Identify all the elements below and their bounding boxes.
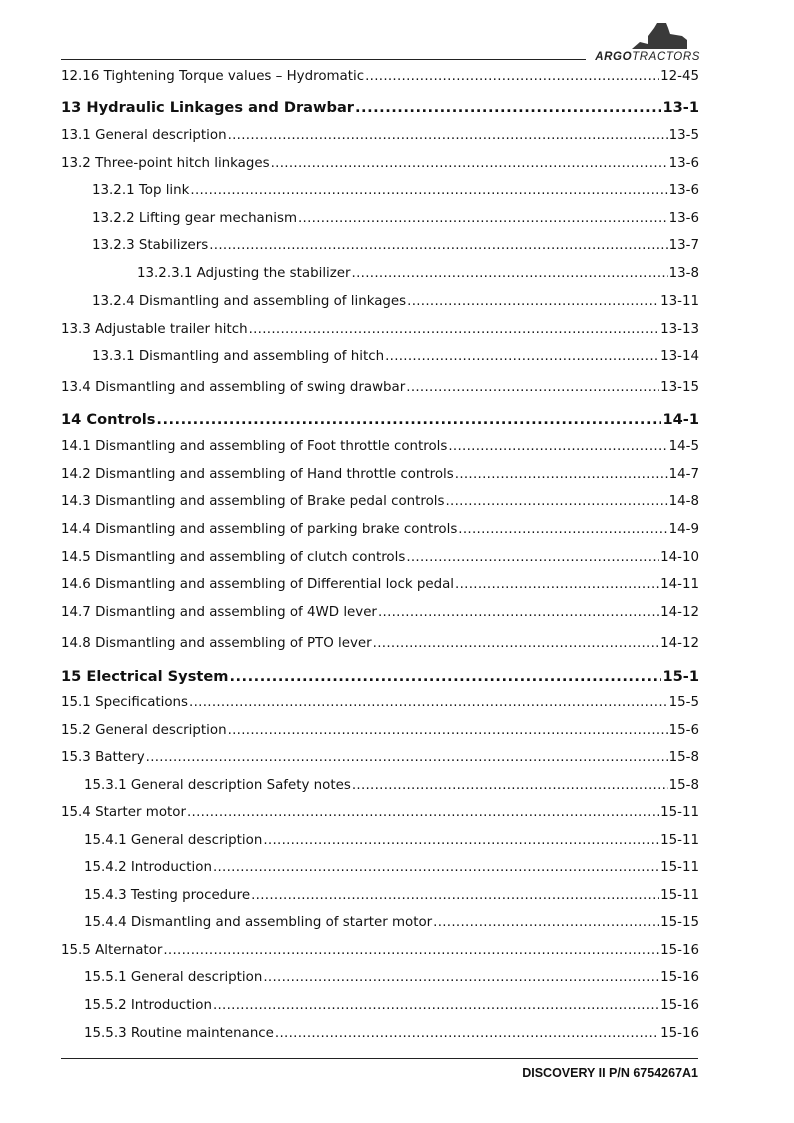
toc-entry-page: 13-1 — [662, 99, 699, 116]
toc-entry-page: 14-10 — [660, 550, 699, 565]
toc-entry-page: 15-16 — [660, 998, 699, 1013]
toc-entry-title: 14.5 Dismantling and assembling of clutch controls — [61, 550, 406, 565]
toc-entry-page: 13-5 — [668, 128, 699, 143]
toc-entry — [61, 636, 699, 651]
toc-entry-page: 15-11 — [660, 805, 699, 820]
toc-leader-dots — [406, 550, 659, 565]
toc-leader-dots — [352, 778, 668, 793]
toc-entry — [61, 833, 699, 848]
toc-entry-page: 14-5 — [668, 439, 699, 454]
toc-entry-title: 13.2.2 Lifting gear mechanism — [92, 211, 297, 226]
toc-entry-page: 14-1 — [662, 411, 699, 428]
toc-entry — [61, 128, 699, 143]
toc-entry — [61, 380, 699, 395]
toc-leader-dots — [271, 156, 668, 171]
brand-rest: TRACTORS — [632, 51, 700, 63]
toc-leader-dots — [365, 69, 659, 84]
toc-entry — [61, 888, 699, 903]
toc-entry-title: 15.4.1 General description — [84, 833, 263, 848]
toc-entry-title: 15.4 Starter motor — [61, 805, 186, 820]
toc-leader-dots — [458, 522, 667, 537]
toc-entry-page: 12-45 — [660, 69, 699, 84]
toc-entry-title: 15.4.3 Testing procedure — [84, 888, 251, 903]
toc-entry — [61, 522, 699, 537]
toc-entry — [61, 943, 699, 958]
toc-entry-page: 13-6 — [668, 211, 699, 226]
toc-entry-page: 14-9 — [668, 522, 699, 537]
toc-entry-title: 15.4.4 Dismantling and assembling of starter motor — [84, 915, 433, 930]
toc-leader-dots — [156, 411, 661, 428]
toc-leader-dots — [406, 380, 659, 395]
toc-entry — [61, 605, 699, 620]
toc-entry-title: 14 Controls — [61, 411, 156, 428]
toc-entry — [61, 69, 699, 84]
header-rule — [61, 59, 586, 60]
toc-entry — [61, 294, 699, 309]
toc-entry-title: 15.3 Battery — [61, 750, 145, 765]
toc-leader-dots — [251, 888, 659, 903]
toc-entry-title: 13.3.1 Dismantling and assembling of hitch — [92, 349, 385, 364]
toc-entry — [61, 266, 699, 281]
toc-leader-dots — [209, 238, 667, 253]
toc-entry-page: 15-16 — [660, 970, 699, 985]
toc-leader-dots — [298, 211, 668, 226]
toc-entry-page: 13-6 — [668, 156, 699, 171]
toc-entry-title: 15 Electrical System — [61, 668, 229, 685]
page-header — [61, 22, 698, 62]
toc-entry-page: 15-11 — [660, 833, 699, 848]
toc-leader-dots — [249, 322, 660, 337]
toc-entry-page: 14-12 — [660, 636, 699, 651]
toc-entry-page: 14-7 — [668, 467, 699, 482]
toc-leader-dots — [378, 605, 659, 620]
toc-entry-title: 13.2.4 Dismantling and assembling of linkages — [92, 294, 407, 309]
toc-leader-dots — [455, 467, 668, 482]
toc-entry-page: 15-6 — [668, 723, 699, 738]
toc-entry — [61, 998, 699, 1013]
toc-leader-dots — [263, 833, 659, 848]
toc-entry-title: 12.16 Tightening Torque values – Hydromatic — [61, 69, 365, 84]
toc-entry — [61, 1026, 699, 1041]
toc-leader-dots — [355, 99, 661, 116]
toc-entry-title: 15.5.2 Introduction — [84, 998, 212, 1013]
toc-leader-dots — [407, 294, 659, 309]
toc-entry — [61, 183, 699, 198]
toc-entry-title: 15.5.3 Routine maintenance — [84, 1026, 274, 1041]
toc-entry — [61, 349, 699, 364]
toc-entry — [61, 550, 699, 565]
toc-entry — [61, 805, 699, 820]
toc-entry-title: 14.8 Dismantling and assembling of PTO lever — [61, 636, 372, 651]
toc-entry-title: 14.7 Dismantling and assembling of 4WD lever — [61, 605, 377, 620]
toc-entry-title: 15.3.1 General description Safety notes — [84, 778, 351, 793]
toc-entry-page: 15-15 — [660, 915, 699, 930]
toc-entry — [61, 439, 699, 454]
toc-leader-dots — [263, 970, 659, 985]
toc-leader-dots — [146, 750, 668, 765]
toc-entry-title: 13 Hydraulic Linkages and Drawbar — [61, 99, 354, 116]
toc-leader-dots — [190, 183, 667, 198]
toc-entry-title: 13.2.3.1 Adjusting the stabilizer — [137, 266, 351, 281]
toc-entry-title: 13.2.1 Top link — [92, 183, 190, 198]
toc-leader-dots — [187, 805, 659, 820]
toc-leader-dots — [455, 577, 659, 592]
toc-leader-dots — [189, 695, 668, 710]
toc-entry-title: 14.1 Dismantling and assembling of Foot throttle controls — [61, 439, 448, 454]
toc-chapter-entry — [61, 411, 699, 428]
toc-leader-dots — [373, 636, 659, 651]
toc-entry-page: 15-16 — [660, 1026, 699, 1041]
toc-entry-title: 14.3 Dismantling and assembling of Brake pedal controls — [61, 494, 445, 509]
toc-entry — [61, 750, 699, 765]
toc-leader-dots — [352, 266, 668, 281]
toc-chapter-entry — [61, 99, 699, 116]
toc-entry-title: 15.4.2 Introduction — [84, 860, 212, 875]
toc-entry-title: 14.4 Dismantling and assembling of parking brake controls — [61, 522, 458, 537]
toc-entry — [61, 970, 699, 985]
toc-entry-title: 13.3 Adjustable trailer hitch — [61, 322, 248, 337]
toc-leader-dots — [213, 998, 659, 1013]
toc-entry — [61, 778, 699, 793]
toc-entry-title: 15.2 General description — [61, 723, 227, 738]
toc-entry-title: 14.6 Dismantling and assembling of Differential lock pedal — [61, 577, 455, 592]
toc-leader-dots — [275, 1026, 659, 1041]
toc-entry-page: 15-16 — [660, 943, 699, 958]
toc-entry — [61, 238, 699, 253]
toc-entry-page: 13-14 — [660, 349, 699, 364]
toc-entry-page: 14-8 — [668, 494, 699, 509]
toc-entry-page: 13-7 — [668, 238, 699, 253]
toc-entry-page: 15-11 — [660, 888, 699, 903]
footer-doc-id: DISCOVERY II P/N 6754267A1 — [522, 1066, 698, 1080]
toc-entry-page: 14-12 — [660, 605, 699, 620]
toc-entry — [61, 211, 699, 226]
toc-entry-page: 13-15 — [660, 380, 699, 395]
toc-entry-page: 15-5 — [668, 695, 699, 710]
toc-entry — [61, 695, 699, 710]
toc-leader-dots — [445, 494, 667, 509]
toc-entry-page: 15-11 — [660, 860, 699, 875]
toc-entry-page: 13-6 — [668, 183, 699, 198]
toc-entry-page: 15-8 — [668, 778, 699, 793]
footer-rule — [61, 1058, 698, 1059]
toc-entry — [61, 156, 699, 171]
toc-entry — [61, 577, 699, 592]
toc-entry-title: 15.1 Specifications — [61, 695, 189, 710]
toc-entry-title: 15.5 Alternator — [61, 943, 163, 958]
toc-entry — [61, 915, 699, 930]
tractor-logo-icon — [630, 22, 688, 50]
toc-leader-dots — [433, 915, 659, 930]
toc-entry — [61, 860, 699, 875]
toc-leader-dots — [163, 943, 659, 958]
toc-entry — [61, 322, 699, 337]
toc-entry-page: 14-11 — [660, 577, 699, 592]
toc-entry-title: 13.4 Dismantling and assembling of swing drawbar — [61, 380, 406, 395]
toc-leader-dots — [448, 439, 667, 454]
toc-leader-dots — [213, 860, 659, 875]
toc-entry — [61, 723, 699, 738]
toc-entry-title: 14.2 Dismantling and assembling of Hand throttle controls — [61, 467, 454, 482]
toc-entry-page: 15-8 — [668, 750, 699, 765]
brand-name — [595, 51, 700, 63]
toc-leader-dots — [228, 128, 668, 143]
toc-entry-page: 13-13 — [660, 322, 699, 337]
toc-entry-title: 13.2 Three-point hitch linkages — [61, 156, 270, 171]
toc-entry-title: 13.1 General description — [61, 128, 227, 143]
toc-entry — [61, 467, 699, 482]
toc-entry-page: 15-1 — [662, 668, 699, 685]
toc-entry-page: 13-8 — [668, 266, 699, 281]
toc-chapter-entry — [61, 668, 699, 685]
brand-bold: ARGO — [595, 51, 633, 63]
toc-entry — [61, 494, 699, 509]
toc-entry-title: 15.5.1 General description — [84, 970, 263, 985]
toc-entry-page: 13-11 — [660, 294, 699, 309]
toc-entry-title: 13.2.3 Stabilizers — [92, 238, 209, 253]
toc-leader-dots — [229, 668, 661, 685]
toc-leader-dots — [228, 723, 668, 738]
toc-leader-dots — [385, 349, 659, 364]
